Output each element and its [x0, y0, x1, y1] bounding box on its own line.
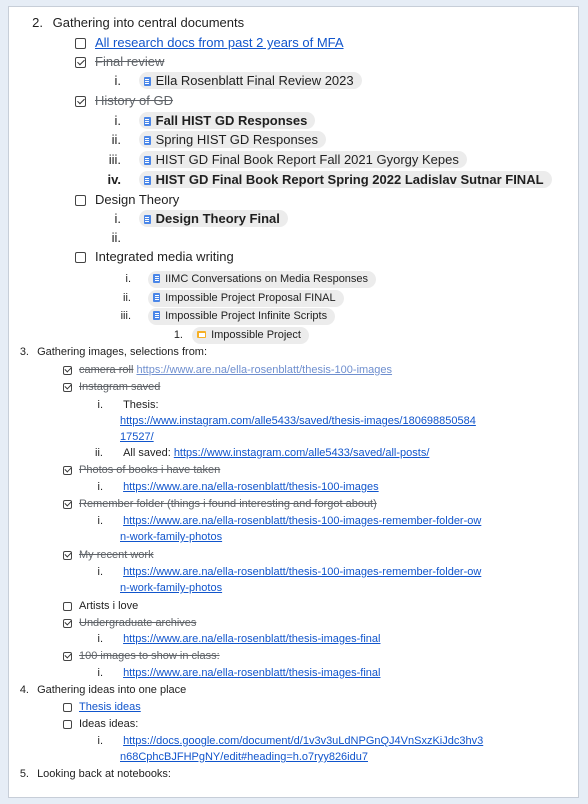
- checklist-item-undergrad: [63, 615, 196, 631]
- list-number: iii.: [108, 152, 121, 167]
- list-item: [105, 131, 326, 148]
- list-number: ii.: [111, 132, 121, 147]
- doc-chip[interactable]: [148, 308, 335, 325]
- checklist-item-design-theory: [75, 192, 179, 208]
- checklist-item-recent-work: [63, 547, 154, 563]
- list-item: [105, 210, 288, 227]
- link-line: [120, 413, 476, 429]
- chip-label: HIST GD Final Book Report Fall 2021 Gyorgy Kepes: [155, 152, 459, 167]
- checklist-item-ideas: [63, 716, 138, 732]
- ideas-doc-link-cont[interactable]: n68CphcBJFHPgNY/edit#heading=h.o7ryy826idu7: [120, 751, 368, 763]
- list-item: [105, 112, 315, 129]
- chip-label: Spring HIST GD Responses: [155, 132, 318, 147]
- checklist-item-remember: [63, 496, 377, 512]
- research-docs-link[interactable]: All research docs from past 2 years of MFA: [95, 35, 344, 50]
- doc-chip[interactable]: [148, 271, 376, 288]
- slides-chip[interactable]: [192, 327, 309, 344]
- list-number: i.: [97, 667, 103, 679]
- list-number: 2.: [32, 15, 43, 30]
- remember-folder-link-cont[interactable]: n-work-family-photos: [120, 531, 223, 543]
- item-label: Undergraduate archives: [79, 617, 197, 629]
- checkbox[interactable]: [75, 252, 86, 263]
- list-number: iii.: [120, 310, 131, 322]
- chip-label: Design Theory Final: [155, 211, 280, 226]
- checklist-item-final-review: [75, 54, 164, 70]
- item-label: Photos of books i have taken: [79, 464, 221, 476]
- google-doc-icon: [144, 117, 151, 126]
- list-item: [115, 308, 335, 325]
- item-label: 100 images to show in class:: [79, 650, 220, 662]
- checklist-item-artists: [63, 598, 138, 614]
- list-item: [89, 397, 159, 413]
- google-doc-icon: [144, 77, 151, 86]
- checklist-item-camera-roll: [63, 362, 392, 378]
- checkbox-checked[interactable]: [63, 551, 72, 560]
- checkbox[interactable]: [75, 195, 86, 206]
- document-page: [8, 6, 579, 798]
- doc-chip[interactable]: [139, 171, 552, 188]
- photos-link[interactable]: https://www.are.na/ella-rosenblatt/thesis-100-images: [123, 481, 379, 493]
- checkbox-checked[interactable]: [63, 383, 72, 392]
- doc-chip[interactable]: [139, 131, 326, 148]
- list-item: [115, 290, 344, 307]
- ideas-doc-link[interactable]: https://docs.google.com/document/d/1v3v3uLdNPGnQJ4VnSxzKiJdc3hv3: [123, 735, 484, 747]
- chip-label: Fall HIST GD Responses: [155, 113, 308, 128]
- list-number: 3.: [19, 346, 29, 358]
- section-title: Looking back at notebooks:: [37, 768, 171, 780]
- checkbox-checked[interactable]: [75, 57, 86, 68]
- list-item: [105, 151, 467, 168]
- section-title: Gathering into central documents: [52, 15, 245, 30]
- list-item: [89, 479, 379, 495]
- google-doc-icon: [144, 176, 151, 185]
- list-item: [105, 230, 121, 246]
- list-item: [115, 271, 376, 288]
- checklist-item-instagram: [63, 379, 160, 395]
- google-doc-icon: [153, 274, 160, 283]
- google-slides-icon: [197, 331, 206, 338]
- doc-chip[interactable]: [148, 290, 344, 307]
- item-label: camera roll: [79, 364, 134, 376]
- section-4-heading: [13, 682, 186, 698]
- link-line: [120, 429, 154, 445]
- section-title: Gathering images, selections from:: [37, 346, 208, 358]
- list-number: i.: [97, 566, 103, 578]
- checklist-item-photos: [63, 462, 220, 478]
- list-number: 5.: [19, 768, 29, 780]
- checkbox[interactable]: [63, 720, 72, 729]
- list-number: i.: [97, 481, 103, 493]
- list-item: [89, 665, 380, 681]
- google-doc-icon: [144, 136, 151, 145]
- list-number: i.: [114, 113, 121, 128]
- checkbox[interactable]: [63, 602, 72, 611]
- list-number: ii.: [123, 292, 131, 304]
- section-3-heading: [13, 344, 207, 360]
- google-doc-icon: [153, 311, 160, 320]
- recent-work-link[interactable]: https://www.are.na/ella-rosenblatt/thesis-100-images-remember-folder-ow: [123, 566, 482, 578]
- item-label: Integrated media writing: [95, 249, 234, 264]
- item-label: Final review: [95, 54, 165, 69]
- list-number: iv.: [107, 172, 121, 187]
- list-number: i.: [125, 273, 131, 285]
- list-number: 4.: [19, 684, 29, 696]
- hundred-images-link[interactable]: https://www.are.na/ella-rosenblatt/thesis-images-final: [123, 667, 381, 679]
- section-title: Gathering ideas into one place: [37, 684, 187, 696]
- thesis-instagram-link-cont[interactable]: 17527/: [120, 431, 154, 443]
- item-label: Design Theory: [95, 192, 180, 207]
- item-label: Remember folder (things i found interesting and forgot about): [79, 498, 377, 510]
- list-item: [89, 513, 481, 529]
- thesis-ideas-link[interactable]: Thesis ideas: [79, 701, 141, 713]
- checkbox-checked[interactable]: [63, 619, 72, 628]
- checklist-item-thesis-ideas: [63, 699, 141, 715]
- chip-label: Ella Rosenblatt Final Review 2023: [155, 73, 354, 88]
- checklist-item-history: [75, 93, 173, 109]
- checkbox-checked[interactable]: [75, 96, 86, 107]
- checkbox-checked[interactable]: [63, 500, 72, 509]
- list-item: [167, 327, 309, 344]
- remember-folder-link[interactable]: https://www.are.na/ella-rosenblatt/thesis-100-images-remember-folder-ow: [123, 515, 482, 527]
- list-item: [89, 564, 481, 580]
- google-doc-icon: [144, 156, 151, 165]
- list-number: i.: [114, 211, 121, 226]
- checklist-item-100-images: [63, 648, 220, 664]
- checkbox-checked[interactable]: [63, 466, 72, 475]
- list-number: 1.: [173, 329, 183, 341]
- list-item: [89, 733, 483, 749]
- link-line: [120, 749, 368, 765]
- section-2-heading: [27, 15, 244, 31]
- doc-chip[interactable]: [139, 112, 316, 129]
- list-item: [89, 445, 429, 461]
- item-label: Artists i love: [79, 600, 139, 612]
- list-number: i.: [97, 633, 103, 645]
- item-label: History of GD: [95, 93, 174, 108]
- google-doc-icon: [153, 293, 160, 302]
- all-saved-link[interactable]: https://www.instagram.com/alle5433/saved/all-posts/: [173, 447, 430, 459]
- checklist-item-media: [75, 249, 234, 265]
- chip-label: Impossible Project: [211, 329, 301, 341]
- list-number: i.: [97, 515, 103, 527]
- list-number: ii.: [111, 230, 121, 245]
- checkbox-checked[interactable]: [63, 652, 72, 661]
- link-line: [120, 580, 222, 596]
- chip-label: HIST GD Final Book Report Spring 2022 Ladislav Sutnar FINAL: [155, 172, 544, 187]
- checkbox[interactable]: [75, 38, 86, 49]
- camera-roll-link[interactable]: https://www.are.na/ella-rosenblatt/thesis-100-images: [136, 364, 393, 376]
- list-item: [105, 171, 552, 188]
- link-line: [120, 529, 222, 545]
- list-number: i.: [114, 73, 121, 88]
- doc-chip[interactable]: [139, 151, 467, 168]
- checkbox[interactable]: [63, 703, 72, 712]
- item-label: All saved:: [123, 447, 174, 459]
- google-doc-icon: [144, 215, 151, 224]
- undergrad-link[interactable]: https://www.are.na/ella-rosenblatt/thesis-images-final: [123, 633, 381, 645]
- item-label: Instagram saved: [79, 381, 161, 393]
- chip-label: Impossible Project Proposal FINAL: [165, 292, 336, 304]
- thesis-instagram-link[interactable]: https://www.instagram.com/alle5433/saved/thesis-images/180698850584: [120, 415, 476, 427]
- list-number: i.: [97, 399, 103, 411]
- item-label: Thesis:: [123, 399, 159, 411]
- checkbox-checked[interactable]: [63, 366, 72, 375]
- chip-label: IIMC Conversations on Media Responses: [165, 273, 369, 285]
- section-5-heading: [13, 766, 171, 782]
- list-number: ii.: [95, 447, 103, 459]
- recent-work-link-cont[interactable]: n-work-family-photos: [120, 582, 223, 594]
- doc-chip[interactable]: [139, 72, 362, 89]
- list-item: [89, 631, 380, 647]
- doc-chip[interactable]: [139, 210, 288, 227]
- item-label: Ideas ideas:: [79, 718, 139, 730]
- list-item: [105, 72, 362, 89]
- chip-label: Impossible Project Infinite Scripts: [165, 310, 328, 322]
- checklist-item-research: [75, 35, 344, 51]
- item-label: My recent work: [79, 549, 154, 561]
- list-number: i.: [97, 735, 103, 747]
